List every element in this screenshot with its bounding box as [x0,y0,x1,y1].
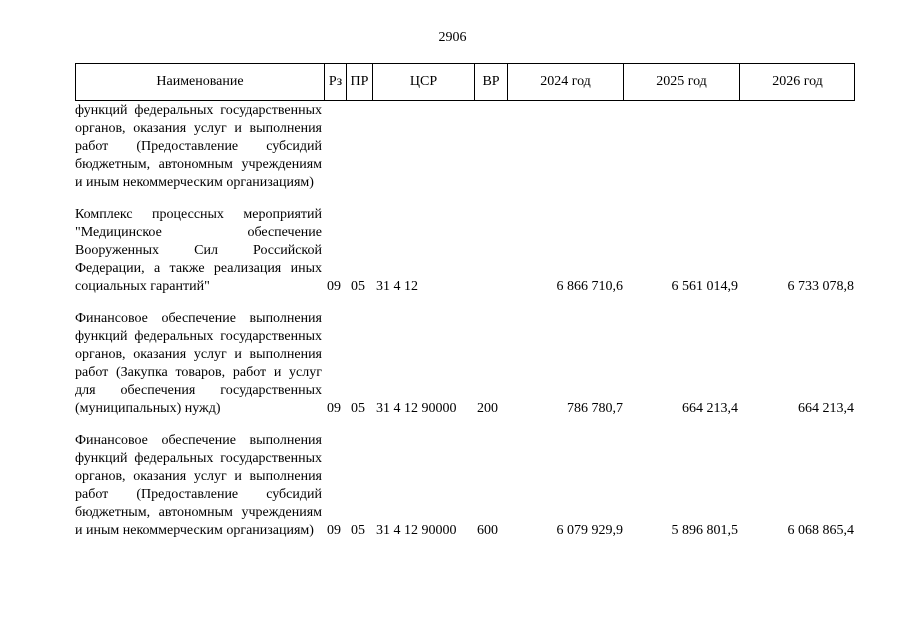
row-pr: 05 [351,279,365,294]
row-2026: 6 068 865,4 [787,523,854,538]
row-rz: 09 [327,523,341,538]
row-2025: 5 896 801,5 [671,523,738,538]
row-rz: 09 [327,279,341,294]
row-pr: 05 [351,523,365,538]
row-2025: 6 561 014,9 [671,279,738,294]
row-csr: 31 4 12 [376,279,418,294]
row-vr: 200 [477,401,498,416]
row-csr: 31 4 12 90000 [376,401,457,416]
header-csr: ЦСР [373,64,475,100]
row-name: функций федеральных государственных органов, оказания услуг и выполнения работ (Предоставление субсидий бюджетным, автономным учреждениям и иным некоммерческим организациям) [75,103,322,190]
table-row [75,206,855,296]
row-2025: 664 213,4 [682,401,738,416]
header-2024: 2024 год [508,64,624,100]
row-name: Комплекс процессных мероприятий "Медицинское обеспечение Вооруженных Сил Российской Федерации, а также реализация иных социальных гарантий" [75,207,322,294]
header-rz: Рз [325,64,347,100]
row-2024: 6 866 710,6 [556,279,623,294]
table-header [75,63,855,101]
table-row [75,432,855,540]
header-2026: 2026 год [772,74,823,89]
row-csr: 31 4 12 90000 [376,523,457,538]
row-name: Финансовое обеспечение выполнения функций федеральных государственных органов, оказания услуг и выполнения работ (Предоставление субсидий бюджетным, автономным учреждениям и иным некоммерческим организациям) [75,433,322,538]
page-number: 2906 [438,30,467,45]
row-pr: 05 [351,401,365,416]
table-body [75,101,855,554]
row-name: Финансовое обеспечение выполнения функций федеральных государственных органов, оказания услуг и выполнения работ (Закупка товаров, работ и услуг для обеспечения государственных (муниципальных) нужд) [75,311,322,416]
row-2024: 6 079 929,9 [556,523,623,538]
row-rz: 09 [327,401,341,416]
row-2024: 786 780,7 [567,401,623,416]
table-row [75,102,855,192]
table-row [75,310,855,418]
row-2026: 664 213,4 [798,401,854,416]
header-vr: ВР [475,64,508,100]
row-vr: 600 [477,523,498,538]
header-2025: 2025 год [624,64,740,100]
row-2026: 6 733 078,8 [787,279,854,294]
header-name: Наименование [76,64,325,100]
header-pr: ПР [347,64,373,100]
